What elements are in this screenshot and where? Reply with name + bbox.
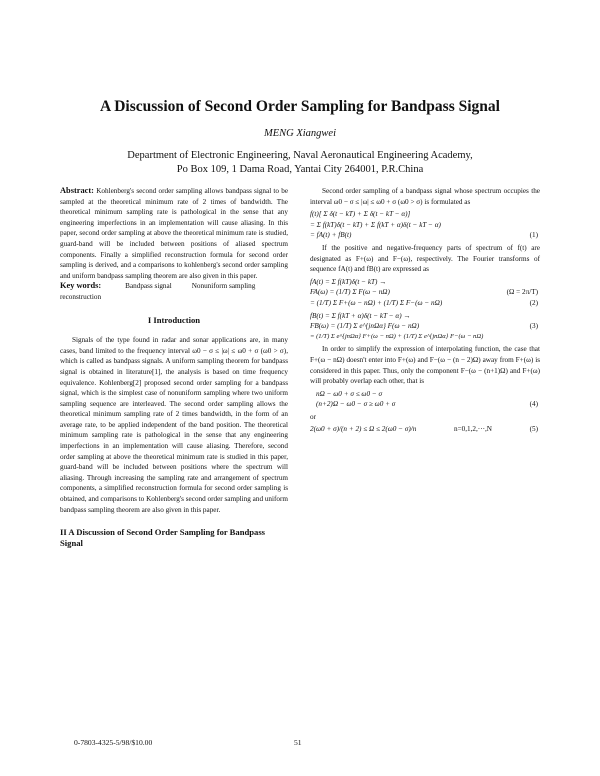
or-label: or [310,412,316,421]
eq4-number: (4) [529,400,538,409]
section-2-heading: II A Discussion of Second Order Sampling for Bandpass Signal [60,527,266,549]
equation-1 [310,209,540,241]
eq5-range: n=0,1,2,···,N [453,425,492,434]
abstract-label: Abstract: [60,186,94,195]
affiliation-line-2: Po Box 109, 1 Dama Road, Yantai City 264001, P.R.China [176,164,424,175]
equation-3 [310,311,540,343]
abstract-text: Kohlenberg's second order sampling allows bandpass signal to be sampled at the theoretical minimum rate of 2 times of bandwidth. The theoretical minimum sampling rate is pathological in the sense that any engineering imperfections in an implementation will cause aliasing. In this paper, second order sampling at above the theoretical minimum rate is studied, guard-band will be included between positions of aliased spectrum components. Finally a simplified reconstruction formula for second order sampling is derived, and a comparisons to kohlenberg's second order sampling and uniform bandpass sampling theorem are also given in this paper. [60,187,289,280]
equation-5 [310,424,540,435]
eq3-line-2: FB(ω) = (1/T) Σ e^{jnΩα} F(ω − nΩ) [310,322,420,331]
footer-isbn: 0-7803-4325-5/98/$10.00 [74,738,153,747]
eq3-line-1: fB(t) = Σ f(kT + α)δ(t − kT − α) → [310,311,411,320]
right-paragraph-1: Second order sampling of a bandpass signal whose spectrum occupies the interval ω0 − σ ≤ |ω| ≤ ω0 + σ (ω0 > σ) is formulated as [310,187,540,206]
eq1-number: (1) [529,231,538,240]
eq2-line-3: = (1/T) Σ F+(ω − nΩ) + (1/T) Σ F−(ω − nΩ) [310,298,443,307]
page-number: 51 [294,738,302,747]
section-1-heading: I Introduction [147,314,201,325]
keywords-continuation: reconstruction [60,292,102,301]
right-paragraph-3: In order to simplify the expression of interpolating function, the case that F+(ω − nΩ) doesn't enter into F+(ω) and F−(ω − (n − 2)Ω) away from F+(ω) is considered in this paper. Thus, only the component F−(ω − (n+1)Ω) and F+(ω) will probably overlap each other, that is [310,345,540,386]
eq4-line-2: (n+2)Ω − ω0 − σ ≥ ω0 + σ [316,400,396,409]
eq5-body: 2(ω0 + σ)/(n + 2) ≤ Ω ≤ 2(ω0 − σ)/n [310,425,417,434]
eq1-line-3: = fA(t) + fB(t) [310,231,352,240]
eq3-number: (3) [529,322,538,331]
eq3-line-3: = (1/T) Σ e^{jnΩα} F+(ω − nΩ) + (1/T) Σ e^{jnΩα} F−(ω − nΩ) [310,332,484,340]
right-paragraph-2: If the positive and negative-frequency parts of spectrum of f(t) are designated as F+(ω) and F−(ω), respectively. The Fourier transforms of sequence fA(t) and fB(t) are expressed as [310,243,540,274]
eq4-line-1: nΩ − ω0 + σ ≤ ω0 − σ [316,389,383,398]
eq1-line-1: f(t)[ Σ δ(t − kT) + Σ δ(t − kT − α)] [310,210,411,219]
affiliation-line-1: Department of Electronic Engineering, Naval Aeronautical Engineering Academy, [127,150,473,161]
abstract-paragraph [60,186,288,281]
paper-title: A Discussion of Second Order Sampling for Bandpass Signal [100,98,500,115]
author-name: MENG Xiangwei [263,128,337,139]
equation-2 [310,277,540,309]
keyword-1: Bandpass signal [125,282,172,291]
keyword-2: Nonuniform sampling [191,282,256,291]
eq2-line-2: FA(ω) = (1/T) Σ F(ω − nΩ) [310,288,390,297]
equation-4 [310,389,540,410]
eq1-line-2: = Σ f(kT)δ(t − kT) + Σ f(kT + α)δ(t − kT − α) [310,220,441,229]
eq5-number: (5) [529,425,538,434]
keywords-label: Key words: [60,281,102,291]
left-column [60,186,288,549]
keywords-row [60,281,288,292]
eq2-line-1: fA(t) = Σ f(kT)δ(t − kT) → [310,277,387,286]
right-column [310,186,540,437]
eq2-number: (2) [529,298,538,307]
section-1-text: Signals of the type found in radar and sonar applications are, in many cases, band limited to the frequency interval ω0 − σ ≤ |ω| ≤ ω0 + σ (ω0 > σ), which is called as bandpass signals. A uniform sampling theorem for bandpass signal is obtained in literature[1], the analysis is based on time frequency equivalence. Kohlenberg[2] proposed second order sampling for a bandpass signal, which is the simplest case of nonuniform sampling where two uniform sampling sequence are interleaved. The second order sampling allows the theoretical minimum sampling rate of 2 times bandwidth, in the form of an average rate, to be applied independent of the band position. The theoretical minimum sampling rate is pathological in the sense that any engineering imperfections in an implementation will cause aliasing. Therefore, second order sampling at above the theoretical minimum rate is studied in this paper, guard-band will be included between positions where the spectrum will aliasing. Through increasing the sampling rate and arrangement of spectrum components, a simplified reconstruction formula for second order sampling is obtained, and comparisons to Kohlenberg's second order sampling and uniform bandpass sampling theorem are also given in this paper. [60,336,288,514]
eq2-omega: (Ω = 2π/T) [506,288,538,297]
